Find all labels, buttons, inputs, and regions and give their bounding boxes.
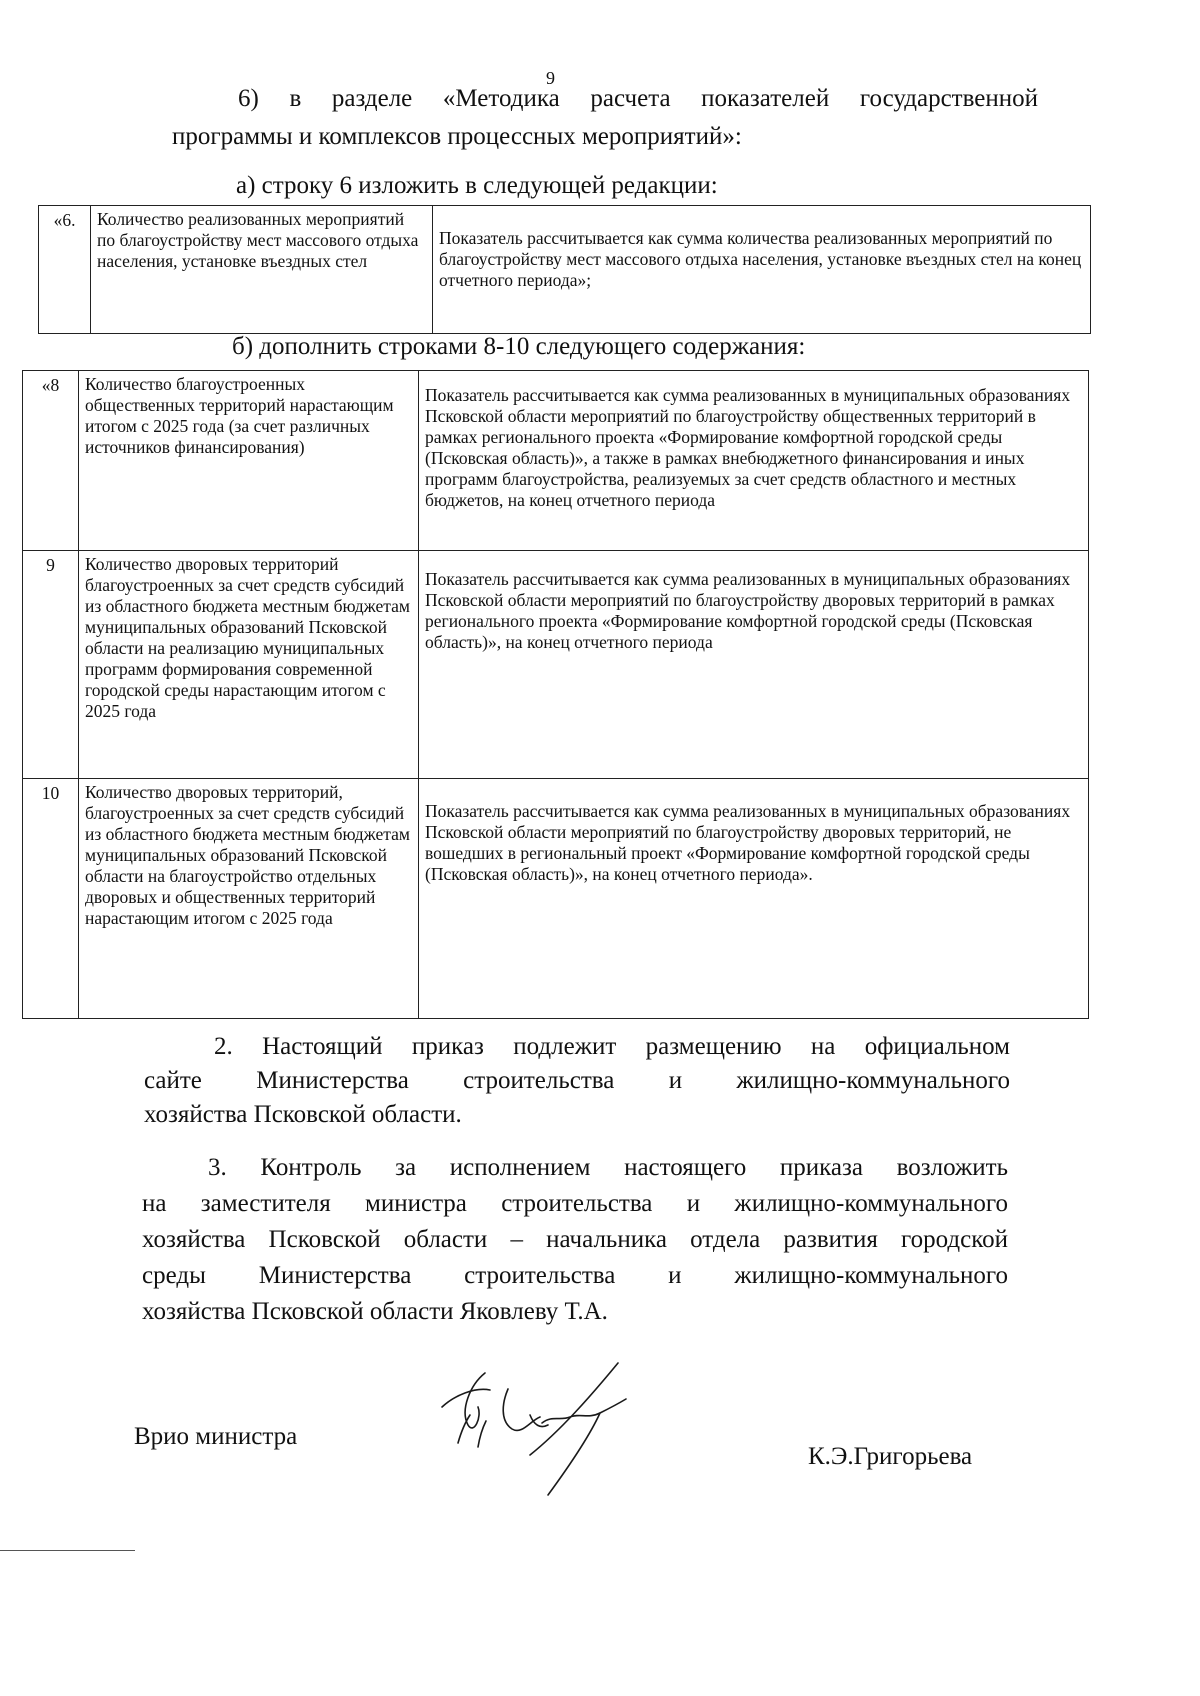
item-3-line-3: хозяйства Псковской области – начальника отдела развития городской <box>142 1226 1008 1253</box>
footer-rule <box>0 1550 135 1551</box>
table-b <box>22 370 1089 1019</box>
row-number: «8 <box>23 371 79 551</box>
row-number: 9 <box>23 551 79 779</box>
page-number: 9 <box>546 68 555 88</box>
item-3-line-4: среды Министерства строительства и жилищно-коммунального <box>142 1262 1008 1289</box>
method-cell: Показатель рассчитывается как сумма реализованных в муниципальных образованиях Псковской области мероприятий по благоустройству дворовых территорий, не вошедших в региональный проект «Формирование комфортной городской среды (Псковская область)», на конец отчетного периода». <box>419 779 1089 1019</box>
signatory-position: Врио министра <box>134 1423 298 1450</box>
item-3 <box>142 1150 1008 1330</box>
handwritten-signature <box>430 1355 670 1505</box>
item-3-line-5: хозяйства Псковской области Яковлеву Т.А. <box>142 1298 608 1325</box>
item-2-line-1: 2. Настоящий приказ подлежит размещению на официальном <box>214 1033 1010 1060</box>
intro-line-1: 6) в разделе «Методика расчета показателей государственной <box>238 85 1038 112</box>
indicator-cell: Количество дворовых территорий, благоустроенных за счет средств субсидий из областного бюджета местным бюджетам муниципальных образований Псковской области на благоустройство отдельных дворовых и общественных территорий нарастающим итогом с 2025 года <box>79 779 419 1019</box>
signatory-name: К.Э.Григорьева <box>808 1443 973 1470</box>
item-2-line-2: сайте Министерства строительства и жилищно-коммунального <box>144 1067 1010 1094</box>
method-cell: Показатель рассчитывается как сумма реализованных в муниципальных образованиях Псковской области мероприятий по благоустройству дворовых территорий в рамках регионального проекта «Формирование комфортной городской среды (Псковская область)», на конец отчетного периода <box>419 551 1089 779</box>
section-a-title: а) строку 6 изложить в следующей редакции: <box>236 172 718 199</box>
method-cell: Показатель рассчитывается как сумма количества реализованных мероприятий по благоустройству мест массового отдыха населения, установке въездных стел на конец отчетного периода»; <box>433 206 1091 334</box>
section-b-title: б) дополнить строками 8-10 следующего содержания: <box>232 333 806 360</box>
item-2-line-3: хозяйства Псковской области. <box>144 1101 462 1128</box>
indicator-cell: Количество благоустроенных общественных территорий нарастающим итогом с 2025 года (за счет различных источников финансирования) <box>79 371 419 551</box>
intro-line-2: программы и комплексов процессных мероприятий»: <box>172 123 742 150</box>
method-cell: Показатель рассчитывается как сумма реализованных в муниципальных образованиях Псковской области мероприятий по благоустройству общественных территорий в рамках регионального проекта «Формирование комфортной городской среды (Псковская область)», а также в рамках внебюджетного финансирования и иных программ благоустройства, реализуемых за счет средств областного и местных бюджетов, на конец отчетного периода <box>419 371 1089 551</box>
row-number: «6. <box>39 206 91 334</box>
table-a <box>38 205 1091 334</box>
table-row <box>39 206 1091 334</box>
table-row <box>23 551 1089 779</box>
item-3-line-1: 3. Контроль за исполнением настоящего приказа возложить <box>208 1154 1008 1181</box>
table-row <box>23 371 1089 551</box>
item-3-line-2: на заместителя министра строительства и жилищно-коммунального <box>142 1190 1008 1217</box>
item-2 <box>144 1030 1010 1132</box>
table-row <box>23 779 1089 1019</box>
indicator-cell: Количество дворовых территорий благоустроенных за счет средств субсидий из областного бюджета местным бюджетам муниципальных образований Псковской области на реализацию муниципальных программ формирования современной городской среды нарастающим итогом с 2025 года <box>79 551 419 779</box>
row-number: 10 <box>23 779 79 1019</box>
indicator-cell: Количество реализованных мероприятий по благоустройству мест массового отдыха населения, установке въездных стел <box>91 206 433 334</box>
